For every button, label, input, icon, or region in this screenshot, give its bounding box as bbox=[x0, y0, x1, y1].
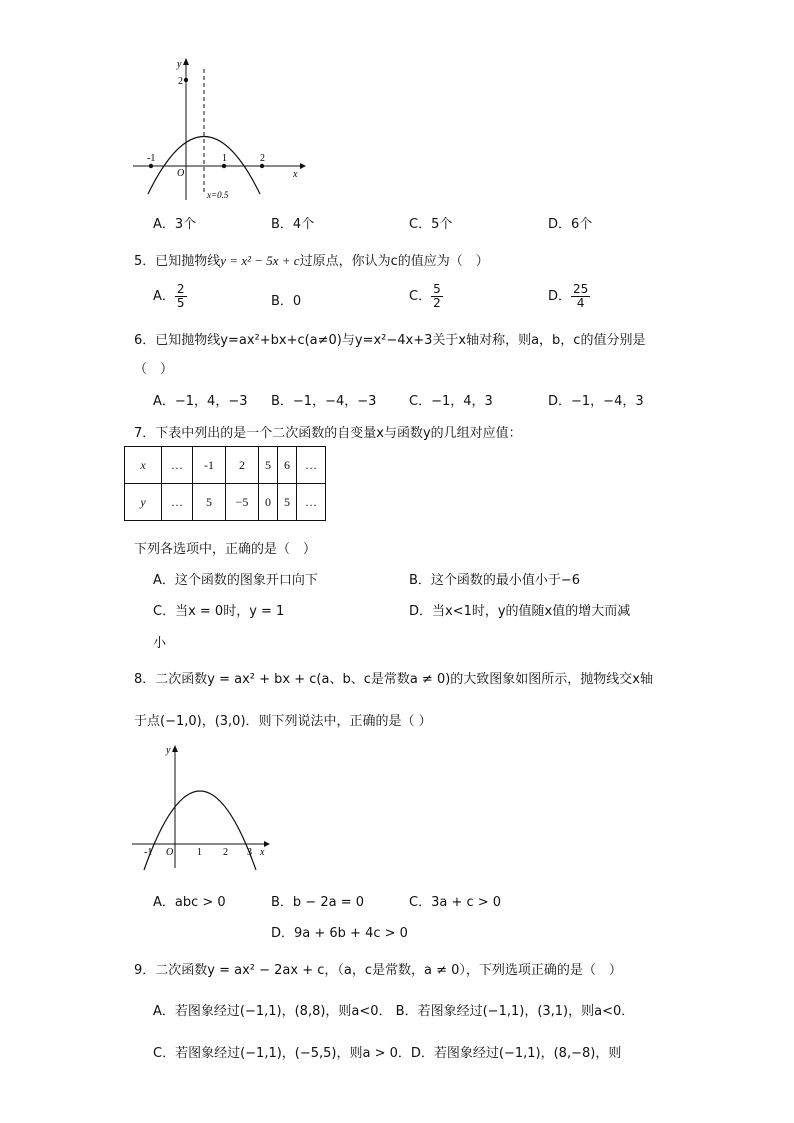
table-cell: −5 bbox=[226, 484, 259, 521]
table-cell: 0 bbox=[259, 484, 278, 521]
q5-prefix: 5．已知抛物线 bbox=[134, 254, 221, 269]
q5-option-c[interactable] bbox=[409, 283, 443, 310]
q5-option-a[interactable] bbox=[153, 283, 187, 310]
fraction-denominator: 4 bbox=[576, 296, 585, 310]
point-y2 bbox=[184, 78, 188, 82]
origin-label: O bbox=[166, 847, 174, 858]
q5-option-c-label: C． bbox=[409, 289, 432, 304]
table-row-y bbox=[125, 484, 326, 521]
point-1 bbox=[222, 164, 226, 168]
q7-option-a[interactable]: A．这个函数的图象开口向下 bbox=[153, 573, 318, 588]
table-cell: 6 bbox=[278, 447, 297, 484]
q7-option-c[interactable]: C．当x = 0时，y = 1 bbox=[153, 604, 285, 619]
fraction-denominator: 2 bbox=[433, 296, 441, 310]
q5-option-b[interactable]: B．0 bbox=[271, 294, 302, 309]
table-cell: … bbox=[297, 447, 326, 484]
q7-option-d-wrap: 小 bbox=[153, 636, 167, 651]
graph-parabola-1 bbox=[128, 55, 308, 205]
q5-option-a-label: A． bbox=[153, 289, 175, 304]
q4-option-d[interactable]: D．6个 bbox=[548, 217, 593, 232]
fraction-numerator: 2 bbox=[176, 282, 185, 296]
q5-option-c-fraction bbox=[431, 283, 443, 310]
q7-value-table bbox=[124, 446, 326, 521]
q8-stem-line2: 于点(−1,0)，(3,0)．则下列说法中，正确的是（ ） bbox=[134, 714, 432, 729]
q6-stem-line1: 6．已知抛物线y=ax²+bx+c(a≠0)与y=x²−4x+3关于x轴对称，则a，b，c的值分别是 bbox=[134, 333, 646, 348]
y-axis-arrow bbox=[183, 58, 189, 65]
origin-label: O bbox=[177, 168, 185, 179]
fraction-denominator: 5 bbox=[176, 296, 185, 310]
q8-option-b[interactable]: B．b − 2a = 0 bbox=[271, 895, 364, 910]
point-neg1 bbox=[149, 164, 153, 168]
parabola-curve bbox=[144, 791, 256, 870]
q5-formula: y = x² − 5x + c bbox=[220, 253, 300, 268]
table-cell: 5 bbox=[278, 484, 297, 521]
q7-prompt: 下列各选项中，正确的是（ ） bbox=[134, 542, 317, 557]
q6-option-b[interactable]: B．−1，−4，−3 bbox=[271, 394, 377, 409]
q8-option-a[interactable]: A．abc > 0 bbox=[153, 895, 226, 910]
y-axis-arrow bbox=[172, 745, 178, 752]
table-cell: … bbox=[162, 447, 193, 484]
q5-option-d[interactable] bbox=[548, 283, 590, 310]
tick-y2: 2 bbox=[178, 76, 183, 87]
q8-option-d[interactable]: D．9a + 6b + 4c > 0 bbox=[271, 926, 408, 941]
graph-parabola-2 bbox=[128, 740, 278, 875]
q5-option-d-label: D． bbox=[548, 289, 572, 304]
table-cell: y bbox=[125, 484, 162, 521]
q7-option-b[interactable]: B．这个函数的最小值小于−6 bbox=[409, 573, 581, 588]
table-cell: 5 bbox=[259, 447, 278, 484]
parabola-curve bbox=[148, 137, 260, 195]
axis-note: x=0.5 bbox=[207, 190, 229, 200]
table-cell: 2 bbox=[226, 447, 259, 484]
q5-suffix: 过原点，你认为c的值应为（ ） bbox=[299, 254, 489, 269]
q5-stem bbox=[134, 250, 489, 269]
tick-1: 1 bbox=[222, 153, 227, 164]
q9-stem: 9．二次函数y = ax² − 2ax + c，（a，c是常数，a ≠ 0），下列选项正确的是（ ） bbox=[134, 963, 622, 978]
q5-option-a-fraction bbox=[175, 283, 187, 310]
y-label: y bbox=[166, 745, 171, 756]
tick-neg1: -1 bbox=[147, 153, 156, 164]
x-label: x bbox=[260, 847, 265, 858]
tick-3: 3 bbox=[247, 847, 252, 858]
table-cell: … bbox=[162, 484, 193, 521]
x-label: x bbox=[293, 169, 298, 180]
q6-stem-line2: （ ） bbox=[134, 362, 174, 377]
table-row-x bbox=[125, 447, 326, 484]
table-cell: x bbox=[125, 447, 162, 484]
x-axis-arrow bbox=[264, 841, 270, 847]
table-cell: 5 bbox=[193, 484, 226, 521]
y-label: y bbox=[177, 59, 182, 70]
q6-option-c[interactable]: C．−1，4，3 bbox=[409, 394, 493, 409]
table-cell: … bbox=[297, 484, 326, 521]
tick-x2: 2 bbox=[260, 153, 265, 164]
q4-option-b[interactable]: B．4个 bbox=[271, 217, 315, 232]
q8-option-c[interactable]: C．3a + c > 0 bbox=[409, 895, 502, 910]
tick-2: 2 bbox=[223, 847, 228, 858]
q4-option-a[interactable]: A．3个 bbox=[153, 217, 197, 232]
q5-option-d-fraction bbox=[571, 283, 590, 310]
tick-neg1: -1 bbox=[144, 847, 153, 858]
point-2 bbox=[260, 164, 264, 168]
table-cell: -1 bbox=[193, 447, 226, 484]
q9-options-cd[interactable]: C．若图象经过(−1,1)，(−5,5)，则a > 0．D．若图象经过(−1,1)，(8,−8)，则 bbox=[153, 1046, 622, 1061]
fraction-numerator: 5 bbox=[433, 282, 441, 296]
q6-option-a[interactable]: A．−1，4，−3 bbox=[153, 394, 248, 409]
q7-stem: 7．下表中列出的是一个二次函数的自变量x与函数y的几组对应值： bbox=[134, 426, 522, 441]
q7-option-d[interactable]: D．当x<1时，y的值随x值的增大而减 bbox=[409, 604, 631, 619]
fraction-numerator: 25 bbox=[573, 282, 589, 296]
q4-option-c[interactable]: C．5个 bbox=[409, 217, 453, 232]
tick-1: 1 bbox=[197, 847, 202, 858]
q6-option-d[interactable]: D．−1，−4，3 bbox=[548, 394, 644, 409]
x-axis-arrow bbox=[300, 163, 306, 169]
q9-options-ab[interactable]: A．若图象经过(−1,1)，(8,8)，则a<0． B．若图象经过(−1,1)，(3,1)，则a<0． bbox=[153, 1004, 635, 1019]
q8-stem-line1: 8．二次函数y = ax² + bx + c(a、b、c是常数a ≠ 0)的大致图象如图所示，抛物线交x轴 bbox=[134, 672, 653, 687]
